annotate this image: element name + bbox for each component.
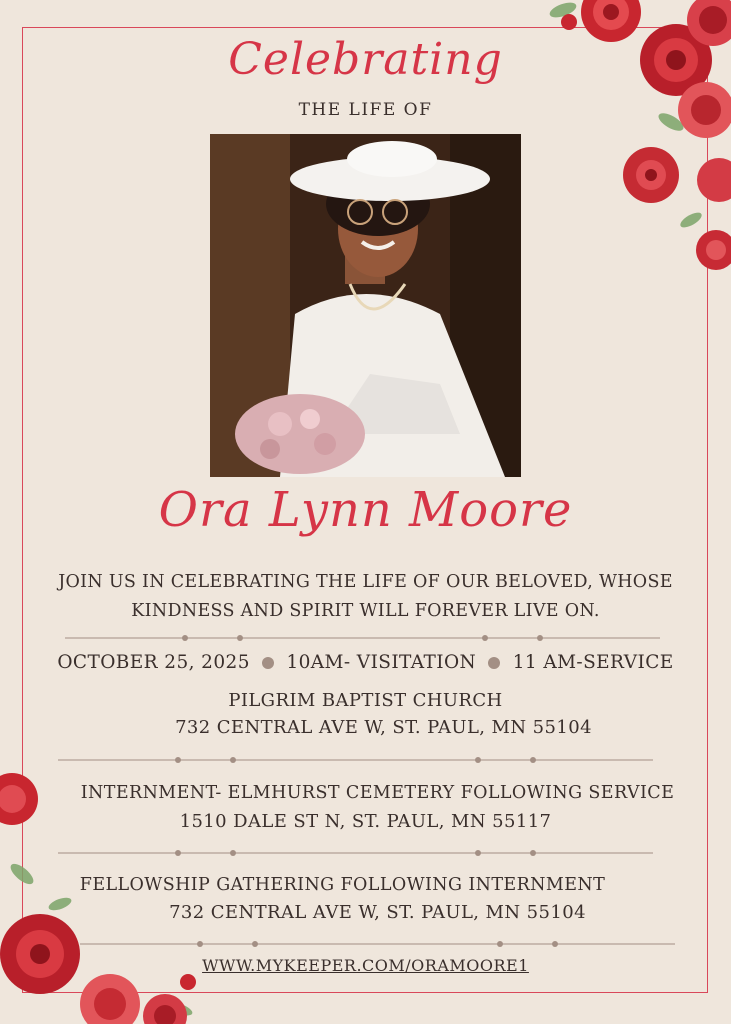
- heading-the-life-of: THE LIFE OF: [298, 100, 433, 120]
- memorial-website-link[interactable]: WWW.MYKEEPER.COM/ORAMOORE1: [202, 956, 529, 975]
- ornamental-divider: [58, 754, 653, 766]
- portrait-photo: [210, 134, 521, 477]
- service-address: 732 CENTRAL AVE W, ST. PAUL, MN 55104: [175, 717, 592, 738]
- visitation-time: 10AM- VISITATION: [286, 652, 477, 673]
- bullet-icon: [262, 657, 274, 669]
- ornamental-divider: [80, 938, 675, 950]
- ornamental-divider: [65, 632, 660, 644]
- service-date: OCTOBER 25, 2025: [57, 652, 250, 673]
- honoree-name: Ora Lynn Moore: [158, 482, 573, 538]
- bullet-icon: [488, 657, 500, 669]
- ornamental-divider: [58, 847, 653, 859]
- fellowship-info: FELLOWSHIP GATHERING FOLLOWING INTERNMENT: [79, 875, 606, 895]
- tribute-line-1: JOIN US IN CELEBRATING THE LIFE OF OUR BELOVED, WHOSE: [58, 572, 673, 592]
- tribute-line-2: KINDNESS AND SPIRIT WILL FOREVER LIVE ON.: [131, 601, 600, 621]
- service-time: 11 AM-SERVICE: [512, 652, 674, 673]
- service-venue: PILGRIM BAPTIST CHURCH: [228, 690, 503, 711]
- interment-info: INTERNMENT- ELMHURST CEMETERY FOLLOWING SERVICE: [80, 783, 675, 803]
- interment-address: 1510 DALE ST N, ST. PAUL, MN 55117: [179, 811, 552, 832]
- tribute-text: [40, 568, 691, 626]
- service-schedule: [0, 652, 731, 673]
- fellowship-address: 732 CENTRAL AVE W, ST. PAUL, MN 55104: [169, 902, 586, 923]
- heading-celebrating: Celebrating: [228, 34, 503, 85]
